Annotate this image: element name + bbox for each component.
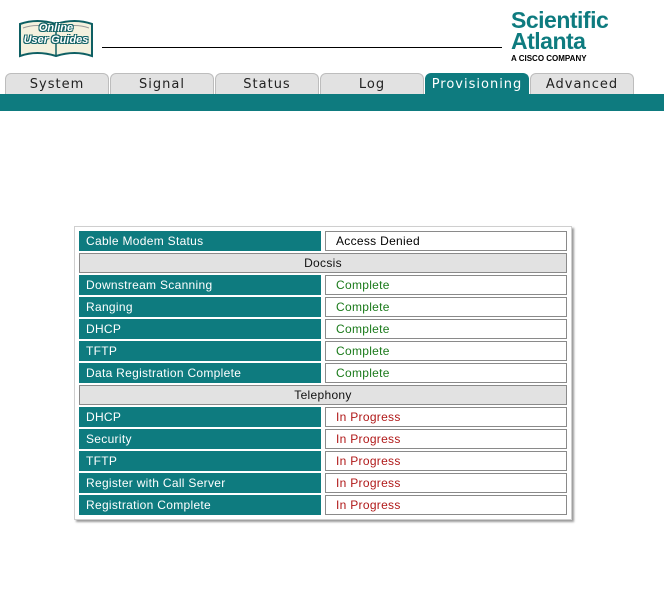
nav-bar (0, 94, 664, 111)
brand-name-line2: Atlanta (511, 28, 586, 54)
tab-log[interactable]: Log (320, 73, 424, 94)
section-header-telephony: Telephony (79, 385, 567, 405)
tab-signal[interactable]: Signal (110, 73, 214, 94)
brand-name-line1: Scientific (511, 7, 609, 33)
provisioning-status-table (74, 226, 572, 520)
row-value: In Progress (325, 473, 567, 493)
tab-advanced[interactable]: Advanced (530, 73, 634, 94)
row-value: In Progress (325, 407, 567, 427)
row-value: Complete (325, 297, 567, 317)
tab-status[interactable]: Status (215, 73, 319, 94)
row-value: Complete (325, 319, 567, 339)
row-value: In Progress (325, 451, 567, 471)
row-value: In Progress (325, 495, 567, 515)
header-divider (102, 47, 502, 48)
main-tab-bar (5, 73, 664, 95)
brand-logo (511, 7, 661, 64)
row-label: Security (79, 429, 321, 449)
row-label: TFTP (79, 341, 321, 361)
row-label: Data Registration Complete (79, 363, 321, 383)
logo-line2: User Guides (23, 34, 89, 46)
logo-line1: Online (38, 22, 74, 34)
row-value: Complete (325, 275, 567, 295)
row-label: Register with Call Server (79, 473, 321, 493)
brand-subtitle: A CISCO COMPANY (511, 54, 587, 63)
row-label: Downstream Scanning (79, 275, 321, 295)
row-label: Registration Complete (79, 495, 321, 515)
row-value: In Progress (325, 429, 567, 449)
row-label: DHCP (79, 407, 321, 427)
row-value: Complete (325, 363, 567, 383)
logo-text (20, 22, 92, 46)
row-label: Cable Modem Status (79, 231, 321, 251)
row-value: Complete (325, 341, 567, 361)
section-header-docsis: Docsis (79, 253, 567, 273)
row-label: DHCP (79, 319, 321, 339)
row-label: Ranging (79, 297, 321, 317)
row-label: TFTP (79, 451, 321, 471)
tab-provisioning[interactable]: Provisioning (425, 73, 529, 94)
tab-system[interactable]: System (5, 73, 109, 94)
row-value: Access Denied (325, 231, 567, 251)
